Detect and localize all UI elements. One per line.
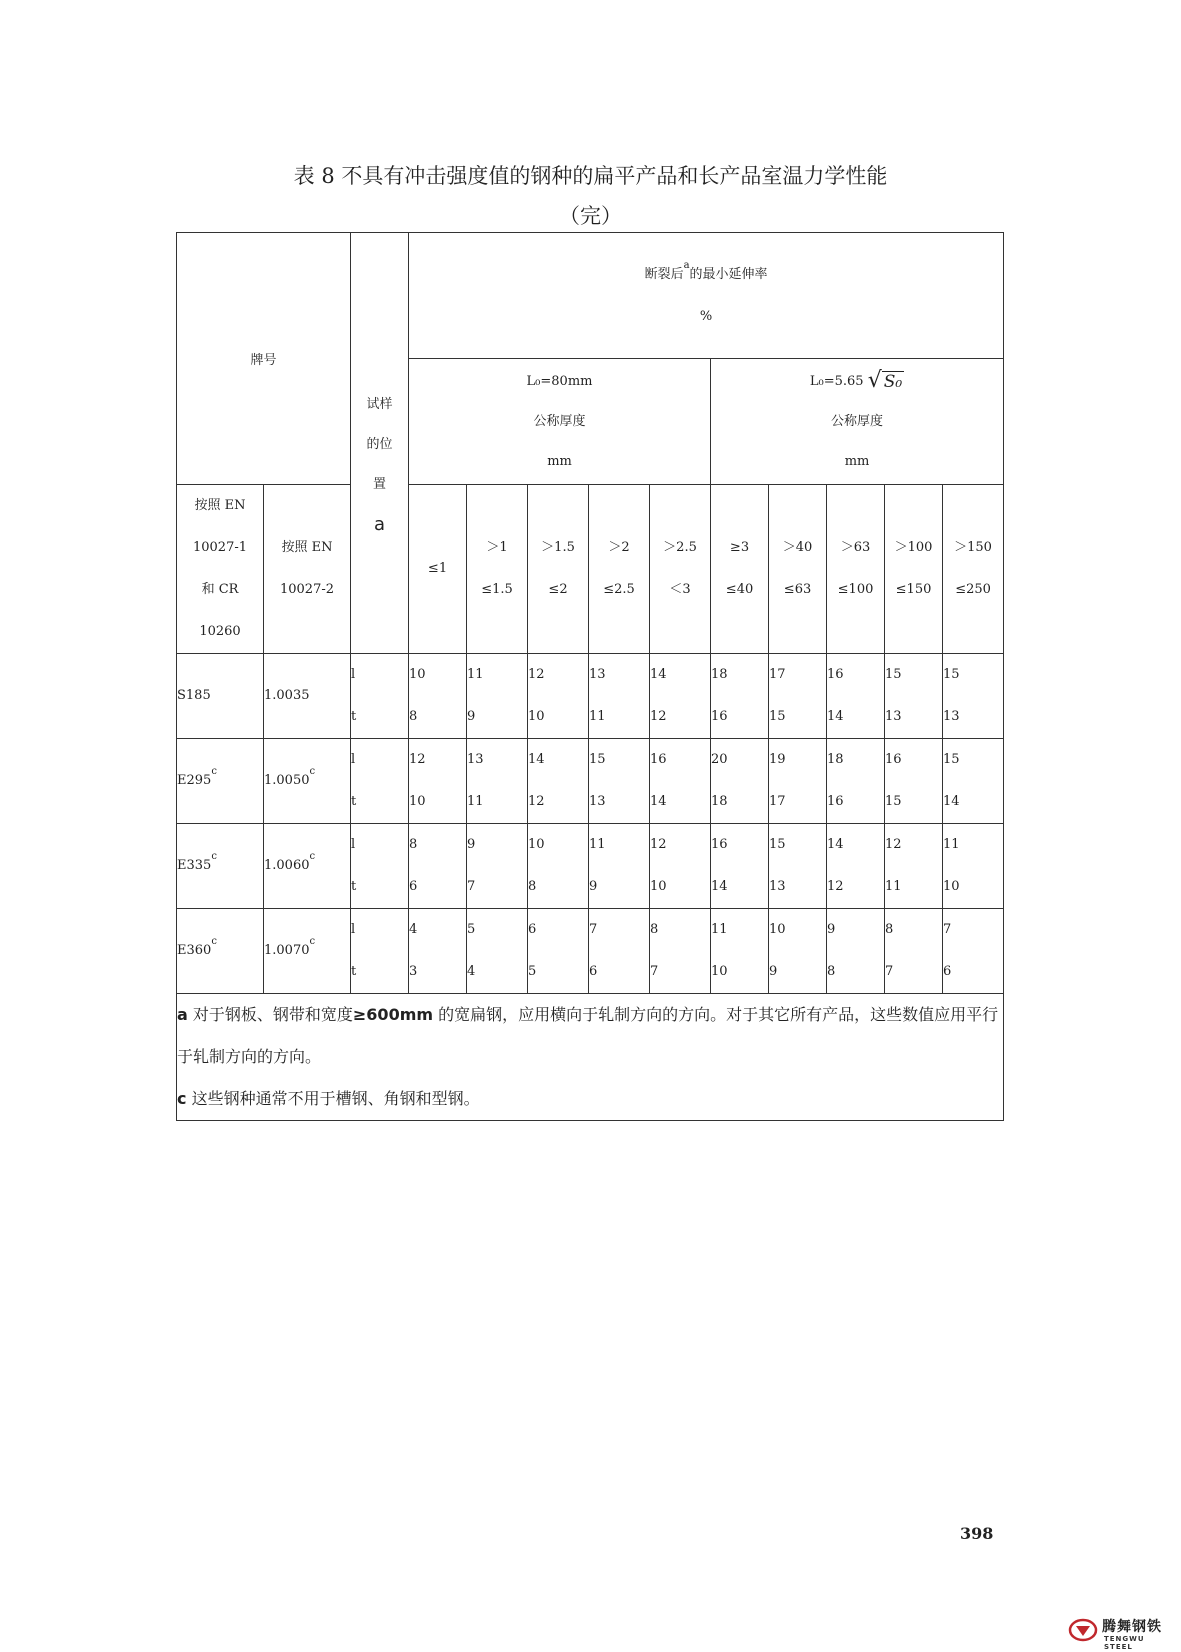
elongation-value-t: 14 bbox=[827, 709, 844, 724]
elongation-value-t: 9 bbox=[769, 964, 778, 979]
grade-en10027-1-text bbox=[177, 675, 263, 717]
elongation-cell bbox=[885, 654, 943, 739]
elongation-value-t: 4 bbox=[467, 964, 476, 979]
elongation-unit: % bbox=[699, 308, 713, 324]
elongation-cell bbox=[711, 909, 769, 994]
range-line: ≤250 bbox=[955, 582, 991, 597]
elongation-cell bbox=[885, 824, 943, 909]
elongation-value-l: 14 bbox=[827, 837, 844, 852]
elongation-cell bbox=[769, 824, 827, 909]
sample-position-value: t bbox=[351, 879, 357, 894]
elongation-value-t: 6 bbox=[409, 879, 418, 894]
sample-position bbox=[351, 739, 409, 824]
grade-header: 牌号 bbox=[177, 233, 351, 485]
footnote-c-text: 这些钢种通常不用于槽钢、角钢和型钢。 bbox=[186, 1089, 480, 1108]
elongation-value-t: 11 bbox=[467, 794, 484, 809]
elongation-value-t: 14 bbox=[943, 794, 960, 809]
footnote-a bbox=[177, 994, 1003, 1078]
range-line: ≤1.5 bbox=[481, 582, 513, 597]
elongation-value-l: 6 bbox=[528, 922, 537, 937]
page-number: 398 bbox=[960, 1524, 994, 1543]
elongation-value-l: 14 bbox=[650, 667, 667, 682]
elongation-footnote-mark: a bbox=[683, 259, 690, 271]
elongation-value-l: 7 bbox=[943, 922, 952, 937]
en10027-1-header bbox=[177, 485, 264, 654]
properties-table bbox=[176, 232, 1004, 1121]
elongation-value-l: 18 bbox=[827, 752, 844, 767]
sample-position-value: l bbox=[351, 752, 356, 767]
range-header bbox=[589, 485, 650, 654]
elongation-cell bbox=[650, 654, 711, 739]
range-header bbox=[885, 485, 943, 654]
mm-unit: mm bbox=[547, 453, 572, 469]
footnotes bbox=[177, 994, 1004, 1121]
elongation-value-l: 10 bbox=[528, 837, 545, 852]
elongation-value-l: 10 bbox=[409, 667, 426, 682]
footnote-mark: c bbox=[309, 936, 316, 947]
elongation-value-l: 19 bbox=[769, 752, 786, 767]
range-line: ≥3 bbox=[729, 540, 750, 555]
elongation-value-t: 6 bbox=[943, 964, 952, 979]
elongation-value-t: 3 bbox=[409, 964, 418, 979]
range-line: ＞2 bbox=[608, 540, 630, 555]
elongation-value-t: 10 bbox=[711, 964, 728, 979]
range-header bbox=[409, 485, 467, 654]
elongation-value-t: 5 bbox=[528, 964, 537, 979]
elongation-value-t: 16 bbox=[711, 709, 728, 724]
grade-en10027-1-value: E295 bbox=[177, 773, 212, 788]
grade-en10027-2 bbox=[264, 654, 351, 739]
elongation-value-l: 8 bbox=[409, 837, 418, 852]
elongation-value-t: 12 bbox=[650, 709, 667, 724]
elongation-cell bbox=[711, 824, 769, 909]
elongation-cell bbox=[528, 909, 589, 994]
elongation-value-t: 7 bbox=[885, 964, 894, 979]
elongation-value-l: 14 bbox=[528, 752, 545, 767]
range-line: ≤2 bbox=[548, 582, 568, 597]
logo-text-cn: 腾舞钢铁 bbox=[1102, 1619, 1162, 1635]
elongation-value-l: 15 bbox=[943, 752, 960, 767]
elongation-cell bbox=[885, 909, 943, 994]
elongation-cell bbox=[885, 739, 943, 824]
elongation-cell bbox=[827, 824, 885, 909]
grade-en10027-1 bbox=[177, 739, 264, 824]
elongation-value-l: 13 bbox=[589, 667, 606, 682]
elongation-value-l: 8 bbox=[650, 922, 659, 937]
sample-position-header bbox=[351, 233, 409, 654]
elongation-value-l: 15 bbox=[885, 667, 902, 682]
elongation-cell bbox=[827, 739, 885, 824]
elongation-value-t: 6 bbox=[589, 964, 598, 979]
elongation-cell bbox=[650, 909, 711, 994]
footnote-c bbox=[177, 1078, 1003, 1120]
elongation-value-t: 12 bbox=[827, 879, 844, 894]
elongation-value-t: 7 bbox=[467, 879, 476, 894]
elongation-cell bbox=[467, 654, 528, 739]
grade-en10027-2-text bbox=[264, 845, 350, 887]
elongation-cell bbox=[409, 654, 467, 739]
elongation-value-l: 11 bbox=[589, 837, 606, 852]
range-line: ≤63 bbox=[783, 582, 812, 597]
elongation-cell bbox=[467, 824, 528, 909]
grade-en10027-2-value: 1.0050 bbox=[264, 773, 310, 788]
range-line: ＜3 bbox=[669, 582, 691, 597]
range-line: ＞1 bbox=[486, 540, 508, 555]
elongation-value-t: 11 bbox=[885, 879, 902, 894]
grade-en10027-1 bbox=[177, 909, 264, 994]
elongation-cell bbox=[589, 909, 650, 994]
sample-position-value: l bbox=[351, 667, 356, 682]
elongation-cell bbox=[943, 654, 1004, 739]
sqrt-term: S₀ bbox=[883, 372, 903, 392]
nominal-thickness-label: 公称厚度 bbox=[831, 414, 884, 429]
elongation-cell bbox=[943, 739, 1004, 824]
elongation-value-t: 14 bbox=[650, 794, 667, 809]
range-line: ≤40 bbox=[725, 582, 754, 597]
grade-en10027-2-text bbox=[264, 675, 350, 717]
grade-en10027-2-value: 1.0070 bbox=[264, 943, 310, 958]
elongation-cell bbox=[528, 654, 589, 739]
table-row bbox=[177, 739, 1004, 824]
l0-565-header bbox=[711, 359, 1004, 485]
elongation-value-l: 20 bbox=[711, 752, 728, 767]
logo-icon bbox=[1068, 1618, 1098, 1642]
footnote-a-text-1: 对于钢板、钢带和宽度 bbox=[187, 1005, 353, 1024]
sample-position-value: t bbox=[351, 794, 357, 809]
elongation-cell bbox=[589, 739, 650, 824]
elongation-cell bbox=[467, 739, 528, 824]
sample-position bbox=[351, 824, 409, 909]
elongation-value-t: 10 bbox=[943, 879, 960, 894]
elongation-cell bbox=[589, 824, 650, 909]
grade-en10027-2 bbox=[264, 739, 351, 824]
grade-en10027-1-text bbox=[177, 845, 263, 887]
elongation-value-t: 11 bbox=[589, 709, 606, 724]
elongation-cell bbox=[650, 739, 711, 824]
en10027-2-header bbox=[264, 485, 351, 654]
elongation-value-t: 12 bbox=[528, 794, 545, 809]
elongation-value-t: 10 bbox=[409, 794, 426, 809]
table-row bbox=[177, 909, 1004, 994]
elongation-value-t: 9 bbox=[467, 709, 476, 724]
en10027-1-line: 10027-1 bbox=[192, 540, 248, 555]
elongation-value-t: 14 bbox=[711, 879, 728, 894]
elongation-value-l: 12 bbox=[528, 667, 545, 682]
elongation-cell bbox=[589, 654, 650, 739]
elongation-value-l: 16 bbox=[650, 752, 667, 767]
range-header bbox=[769, 485, 827, 654]
elongation-value-l: 9 bbox=[827, 922, 836, 937]
l0-80-header bbox=[409, 359, 711, 485]
elongation-cell bbox=[409, 909, 467, 994]
elongation-value-t: 8 bbox=[827, 964, 836, 979]
elongation-cell bbox=[943, 909, 1004, 994]
elongation-value-l: 12 bbox=[650, 837, 667, 852]
elongation-value-t: 18 bbox=[711, 794, 728, 809]
l0-565-label: L₀=5.65 bbox=[809, 374, 864, 389]
elongation-value-l: 13 bbox=[467, 752, 484, 767]
table-row bbox=[177, 654, 1004, 739]
data-rows bbox=[177, 654, 1004, 994]
nominal-thickness-label: 公称厚度 bbox=[533, 413, 586, 429]
footnote-mark: c bbox=[211, 936, 217, 947]
elongation-value-t: 8 bbox=[528, 879, 537, 894]
elongation-value-l: 12 bbox=[409, 752, 426, 767]
range-header bbox=[528, 485, 589, 654]
range-line: ≤100 bbox=[837, 582, 874, 597]
range-line: ＞63 bbox=[840, 540, 871, 555]
table-subtitle: （完） bbox=[559, 204, 622, 228]
grade-en10027-1-text bbox=[177, 930, 263, 972]
elongation-title-tail: 的最小延伸率 bbox=[689, 266, 768, 282]
grade-en10027-1-value: E335 bbox=[177, 858, 212, 873]
elongation-cell bbox=[769, 909, 827, 994]
elongation-cell bbox=[528, 824, 589, 909]
sample-position-label-3: 置 bbox=[373, 477, 387, 492]
elongation-cell bbox=[711, 654, 769, 739]
range-line: ＞150 bbox=[954, 540, 992, 555]
elongation-value-l: 9 bbox=[467, 837, 476, 852]
footnote-mark: c bbox=[309, 851, 316, 862]
grade-en10027-2-text bbox=[264, 930, 350, 972]
elongation-cell bbox=[650, 824, 711, 909]
table-title: 表 8 不具有冲击强度值的钢种的扁平产品和长产品室温力学性能 bbox=[293, 164, 888, 188]
footnote-a-text-2: 的宽扁钢，应用横向于轧制方向的方向。对于其它所有产品，这些数值应用平行于轧制方向的方向。 bbox=[177, 1005, 999, 1066]
range-line: ≤1 bbox=[427, 561, 448, 576]
sqrt-formula bbox=[868, 361, 905, 402]
elongation-value-l: 15 bbox=[769, 837, 786, 852]
footnote-mark: c bbox=[309, 766, 316, 777]
elongation-value-t: 13 bbox=[769, 879, 786, 894]
grade-en10027-1 bbox=[177, 824, 264, 909]
grade-en10027-2 bbox=[264, 824, 351, 909]
range-header bbox=[467, 485, 528, 654]
elongation-cell bbox=[943, 824, 1004, 909]
elongation-value-l: 16 bbox=[885, 752, 902, 767]
elongation-header bbox=[409, 233, 1004, 359]
range-line: ＞40 bbox=[782, 540, 813, 555]
grade-en10027-1 bbox=[177, 654, 264, 739]
logo-text-en: TENGWU STEEL bbox=[1104, 1635, 1145, 1651]
elongation-value-t: 7 bbox=[650, 964, 659, 979]
elongation-value-l: 11 bbox=[943, 837, 960, 852]
table-row bbox=[177, 824, 1004, 909]
elongation-value-l: 15 bbox=[943, 667, 960, 682]
grade-en10027-2-text bbox=[264, 760, 350, 802]
footnote-mark: c bbox=[211, 766, 217, 777]
elongation-value-t: 9 bbox=[589, 879, 598, 894]
range-header bbox=[943, 485, 1004, 654]
sample-position-value: t bbox=[351, 964, 357, 979]
elongation-value-l: 4 bbox=[409, 922, 418, 937]
company-logo bbox=[1068, 1616, 1172, 1651]
elongation-value-t: 10 bbox=[528, 709, 545, 724]
l0-80-label: L₀=80mm bbox=[526, 373, 593, 389]
elongation-value-t: 8 bbox=[409, 709, 418, 724]
sample-position-value: l bbox=[351, 837, 356, 852]
elongation-value-t: 17 bbox=[769, 794, 786, 809]
elongation-cell bbox=[711, 739, 769, 824]
elongation-value-t: 15 bbox=[885, 794, 902, 809]
range-header bbox=[827, 485, 885, 654]
elongation-value-l: 5 bbox=[467, 922, 476, 937]
elongation-cell bbox=[827, 654, 885, 739]
elongation-title: 断裂后 bbox=[644, 266, 684, 282]
footnote-a-label: a bbox=[177, 1005, 188, 1024]
range-line: ＞100 bbox=[894, 540, 933, 555]
en10027-1-line: 按照 EN bbox=[194, 498, 246, 513]
grade-en10027-1-value: S185 bbox=[177, 688, 211, 703]
sample-position bbox=[351, 909, 409, 994]
en10027-1-line: 和 CR bbox=[201, 582, 239, 597]
grade-en10027-1-value: E360 bbox=[177, 943, 212, 958]
grade-en10027-2-value: 1.0060 bbox=[264, 858, 310, 873]
elongation-value-l: 7 bbox=[589, 922, 598, 937]
en10027-2-line: 10027-2 bbox=[279, 582, 335, 597]
elongation-value-t: 15 bbox=[769, 709, 786, 724]
elongation-value-l: 18 bbox=[711, 667, 728, 682]
elongation-value-t: 13 bbox=[885, 709, 902, 724]
en10027-1-line: 10260 bbox=[199, 624, 241, 639]
sample-position-label-2: 的位 bbox=[366, 437, 393, 452]
elongation-value-l: 15 bbox=[589, 752, 606, 767]
sample-position-value: t bbox=[351, 709, 357, 724]
en10027-2-line: 按照 EN bbox=[281, 540, 333, 555]
elongation-value-t: 10 bbox=[650, 879, 667, 894]
elongation-value-l: 11 bbox=[467, 667, 484, 682]
mm-unit: mm bbox=[844, 454, 870, 469]
footnote-mark: c bbox=[211, 851, 217, 862]
sample-position-value: l bbox=[351, 922, 356, 937]
footnote-c-label: c bbox=[177, 1089, 187, 1108]
elongation-value-t: 16 bbox=[827, 794, 844, 809]
sample-position-label-1: 试样 bbox=[366, 397, 393, 412]
elongation-value-l: 16 bbox=[827, 667, 844, 682]
elongation-cell bbox=[827, 909, 885, 994]
grade-en10027-1-text bbox=[177, 760, 263, 802]
sqrt-symbol: √ bbox=[867, 368, 882, 393]
elongation-cell bbox=[409, 739, 467, 824]
elongation-value-l: 8 bbox=[885, 922, 894, 937]
grade-en10027-2 bbox=[264, 909, 351, 994]
elongation-value-l: 11 bbox=[711, 922, 728, 937]
sample-position-mark: a bbox=[374, 514, 386, 535]
elongation-cell bbox=[409, 824, 467, 909]
elongation-value-t: 13 bbox=[589, 794, 606, 809]
elongation-cell bbox=[528, 739, 589, 824]
footnotes-row bbox=[177, 994, 1004, 1121]
elongation-value-l: 10 bbox=[769, 922, 786, 937]
range-line: ＞1.5 bbox=[541, 540, 575, 555]
range-header bbox=[650, 485, 711, 654]
elongation-value-l: 16 bbox=[711, 837, 728, 852]
elongation-cell bbox=[769, 654, 827, 739]
range-line: ≤150 bbox=[895, 582, 932, 597]
sample-position bbox=[351, 654, 409, 739]
elongation-value-l: 17 bbox=[769, 667, 786, 682]
grade-en10027-2-value: 1.0035 bbox=[264, 688, 310, 703]
elongation-cell bbox=[467, 909, 528, 994]
footnote-a-bold: ≥600mm bbox=[352, 1005, 434, 1024]
range-line: ＞2.5 bbox=[663, 540, 697, 555]
elongation-value-l: 12 bbox=[885, 837, 902, 852]
elongation-cell bbox=[769, 739, 827, 824]
range-header bbox=[711, 485, 769, 654]
elongation-value-t: 13 bbox=[943, 709, 960, 724]
range-line: ≤2.5 bbox=[603, 582, 635, 597]
